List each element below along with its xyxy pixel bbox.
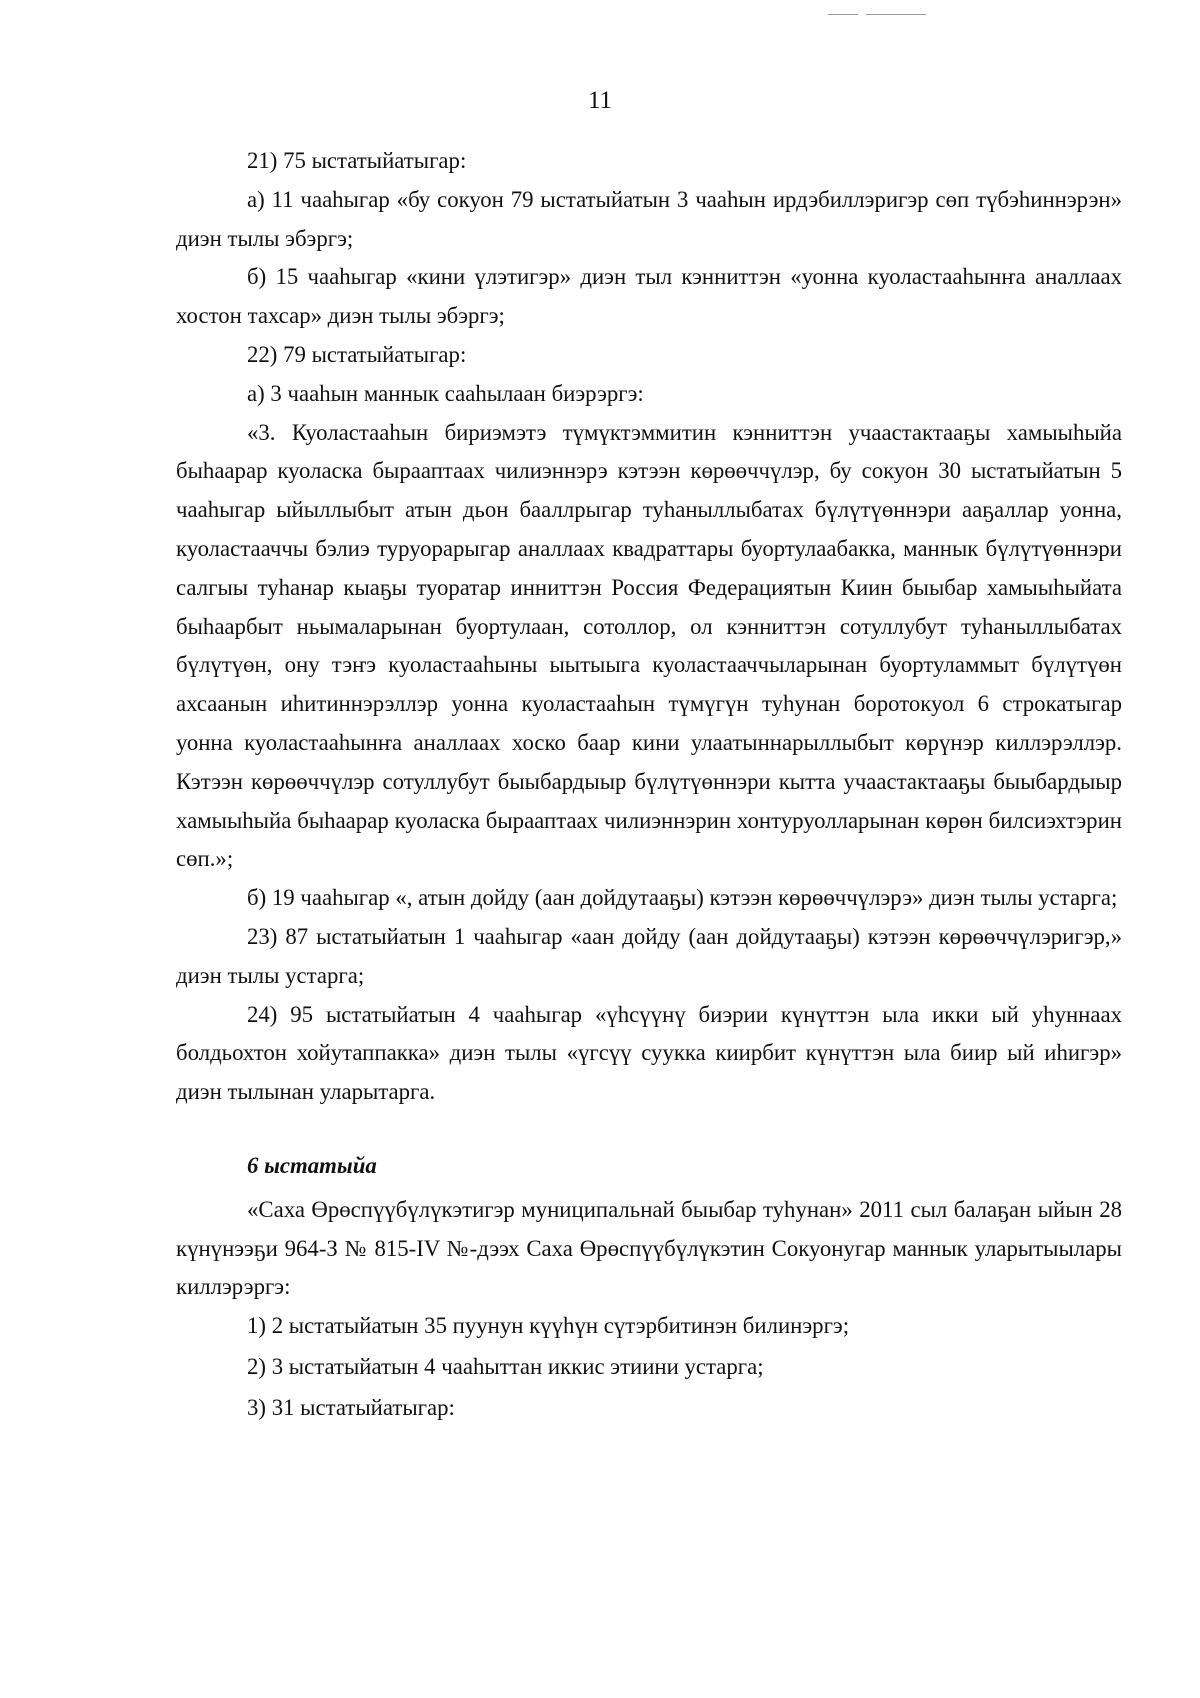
paragraph: «Саха Өрөспүүбүлүкэтигэр муниципальнай быыбар туһунан» 2011 сыл балаҕан ыйын 28 күнүнээҕи 964-З № 815-IV №-дээх Саха Өрөспүүбүлүкэтин Сокуонугар маннык уларытыылары киллэрэргэ: <box>176 1196 1122 1300</box>
paragraph: 21) 75 ыстатыйатыгар: <box>247 148 467 173</box>
paragraph: 23) 87 ыстатыйатын 1 чааһыгар «аан дойду (аан дойдутааҕы) кэтээн көрөөччүлэригэр,» диэн тылы устарга; <box>176 923 1122 988</box>
scan-artifact <box>866 14 926 15</box>
paragraph: а) 3 чааһын маннык сааһылаан биэрэргэ: <box>247 380 644 406</box>
list-item: 1) 2 ыстатыйатын 35 пуунун күүһүн сүтэрбитинэн билинэргэ; <box>247 1313 850 1339</box>
document-body <box>176 142 1122 1428</box>
paragraph: б) 15 чааһыгар «кини үлэтигэр» диэн тыл кэнниттэн «уонна куоластааһынҥа аналлаах хостон тахсар» диэн тылы эбэргэ; <box>176 264 1122 329</box>
paragraph: 22) 79 ыстатыйатыгар: <box>247 341 467 367</box>
paragraph: б) 19 чааһыгар «, атын дойду (аан дойдутааҕы) кэтээн көрөөччүлэрэ» диэн тылы устарга; <box>247 885 1118 911</box>
paragraph: 24) 95 ыстатыйатын 4 чааһыгар «үһсүүнү биэрии күнүттэн ыла икки ый уһуннаах болдьохтон хойутаппакка» диэн тылы «үгсүү суукка киирбит күнүттэн ыла биир ый иһигэр» диэн тылынан уларытарга. <box>176 1001 1122 1105</box>
paragraph: «3. Куоластааһын бириэмэтэ түмүктэммитин кэнниттэн учаастактааҕы хамыыһыйа быһаарар куоласка бырааптаах чилиэннэрэ кэтээн көрөөччүлэр, бу сокуон 30 ыстатыйатын 5 чааһыгар ыйыллыбыт атын дьон бааллрыгар туһаныллыбатах бүлүтүөннэри ааҕаллар уонна, куоластааччы бэлиэ туруорарыгар аналлаах квадраттары буортулаабакка, маннык бүлүтүөннэри салгыы туһанар кыаҕы туоратар инниттэн Россия Федерациятын Киин быыбар хамыыһыйата быһаарбыт ньымаларынан буортулаан, сотоллор, ол кэнниттэн сотуллубут туһаныллыбатах бүлүтүөн, ону тэҥэ куоластааһыны ыытыыга куоластааччыларынан буортуламмыт бүлүтүөн ахсаанын иһитиннэрэллэр уонна куоластааһын түмүгүн туһунан боротокуол 6 строкатыгар уонна куоластааһынҥа аналлаах хоско баар кини улаатыннарыллыбыт көрүнэр киллэрэллэр. Кэтээн көрөөччүлэр сотуллубут быыбардыыр бүлүтүөннэри кытта учаастактааҕы быыбардыыр хамыыһыйа быһаарар куоласка бырааптаах чилиэннэрин хонтуруолларынан көрөн билсиэхтэрин сөп.»; <box>176 419 1122 872</box>
paragraph: а) 11 чааһыгар «бу сокуон 79 ыстатыйатын 3 чааһын ирдэбиллэригэр сөп түбэһиннэрэн» диэн тылы эбэргэ; <box>176 186 1122 251</box>
list-item: 3) 31 ыстатыйатыгар: <box>247 1394 455 1420</box>
scan-artifact <box>828 14 858 15</box>
section-heading: 6 ыстатыйа <box>247 1152 377 1178</box>
page-number: 11 <box>587 87 613 114</box>
list-item: 2) 3 ыстатыйатын 4 чааһыттан иккис этиини устарга; <box>247 1353 764 1379</box>
